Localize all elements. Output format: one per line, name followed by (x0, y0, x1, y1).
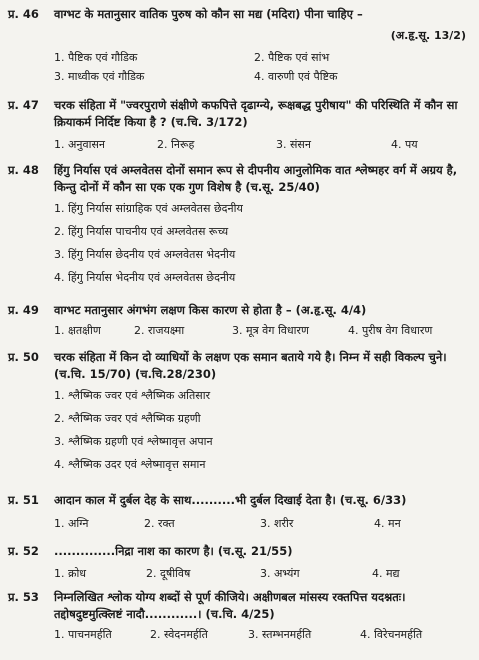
option-2: 2. दूषीविष (146, 567, 191, 580)
question-text: वाग्भट मतानुसार अंगभंग लक्षण किस कारण से होता है – (अ.हृ.सू. 4/4) (54, 303, 367, 317)
option-2: 2. हिंगु निर्यास पाचनीय एवं अम्लवेतस रूच्य (54, 225, 229, 238)
question-number: प्र. 50 (8, 350, 39, 364)
option-3: 3. मूत्र वेग विधारण (232, 324, 309, 337)
options-row (54, 516, 470, 532)
question-53 (8, 589, 470, 643)
option-1: 1. अग्नि (54, 517, 89, 530)
options-list (54, 384, 470, 476)
question-number: प्र. 49 (8, 303, 39, 317)
question-51 (8, 492, 470, 532)
option-4: 4. मद्य (372, 567, 400, 580)
option-4: 4. श्लैष्मिक उदर एवं श्लेष्मावृत्त समान (54, 458, 206, 471)
option-1: 1. श्लैष्मिक ज्वर एवं श्लैष्मिक अतिसार (54, 389, 211, 402)
option-3: 3. हिंगु निर्यास छेदनीय एवं अम्लवेतस भेदनीय (54, 248, 236, 261)
option-3: 3. शरीर (260, 517, 294, 530)
option-3: 3. श्लैष्मिक ग्रहणी एवं श्लेष्मावृत्त अपान (54, 435, 213, 448)
options-row (54, 137, 470, 153)
option-4: 4. विरेचनमर्हति (360, 628, 423, 641)
option-3: 3. स्तम्भनमर्हति (248, 628, 312, 641)
question-reference: (अ.हृ.सू. 13/2) (390, 29, 466, 42)
question-text: चरक संहिता में किन दो व्याधियों के लक्षण एक समान बताये गये है। निम्न में सही विकल्प चुने। (च.चि. 15/70) (च.चि.28/230) (54, 350, 447, 381)
option-1: 1. पाचनमर्हति (54, 628, 112, 641)
question-text: हिंगु निर्यास एवं अम्लवेतस दोनों समान रूप से दीपनीय आनुलोमिक वात श्लेष्महर वर्ग में अग्रय है, किन्तु दोनों में कौन सा एक एक गुण विशेष है (च.सू. 25/40) (54, 163, 458, 194)
option-1: 1. हिंगु निर्यास सांग्राहिक एवं अम्लवेतस छेदनीय (54, 202, 243, 215)
option-4: 4. हिंगु निर्यास भेदनीय एवं अम्लवेतस छेदनीय (54, 271, 236, 284)
option-2: 2. रक्त (144, 517, 175, 530)
option-2: 2. निरूह (157, 138, 195, 151)
question-number: प्र. 51 (8, 493, 39, 507)
question-number: प्र. 52 (8, 544, 39, 558)
options-row (54, 627, 470, 643)
question-text: वाग्भट के मतानुसार वातिक पुरुष को कौन सा मद्य (मदिरा) पीना चाहिए – (54, 7, 363, 21)
option-2: 2. पैष्टिक एवं सांभ (254, 51, 330, 64)
option-3: 3. अभ्यंग (260, 567, 300, 580)
option-1: 1. पैष्टिक एवं गौडिक (54, 51, 138, 64)
question-number: प्र. 47 (8, 98, 39, 112)
question-text: ..............निद्रा नाश का कारण है। (च.सू. 21/55) (54, 544, 293, 558)
question-46 (8, 6, 470, 85)
option-1: 1. अनुवासन (54, 138, 106, 151)
option-4: 4. वारुणी एवं पैष्टिक (254, 70, 338, 83)
question-48 (8, 162, 470, 289)
option-3: 3. माध्वीक एवं गौडिक (54, 70, 145, 83)
option-4: 4. पय (391, 138, 418, 151)
question-text: चरक संहिता में "ज्वरपुराणे संक्षीणे कफपित्ते दृढाग्न्ये, रूक्षबद्ध पुरीषाय" की परिस्थिति में कौन सा क्रियाकर्म निर्दिष्ट किया है ? (च.चि. 3/172) (54, 98, 458, 129)
question-49 (8, 302, 470, 339)
option-3: 3. संसन (276, 138, 311, 151)
option-2: 2. श्लैष्मिक ज्वर एवं श्लैष्मिक ग्रहणी (54, 412, 201, 425)
option-2: 2. राजयक्ष्मा (134, 324, 185, 337)
question-number: प्र. 46 (8, 7, 39, 21)
question-50 (8, 349, 470, 476)
question-text: निम्नलिखित श्लोक योग्य शब्दों से पूर्ण कीजिये। अक्षीणबल मांसस्य रक्तपित्त यदश्नतः। तद्दोषदुष्टमुत्क्लिष्टं नादौ............। (च.चि. 4/25) (54, 590, 406, 621)
option-1: 1. क्षतक्षीण (54, 324, 101, 337)
options-grid (54, 50, 470, 85)
question-number: प्र. 48 (8, 163, 39, 177)
option-2: 2. स्वेदनमर्हति (150, 628, 208, 641)
option-4: 4. मन (374, 517, 401, 530)
options-row (54, 323, 470, 339)
question-52 (8, 543, 470, 582)
option-4: 4. पुरीष वेग विधारण (348, 324, 433, 337)
question-number: प्र. 53 (8, 590, 39, 604)
question-47 (8, 97, 470, 153)
options-list (54, 197, 470, 289)
question-text: आदान काल में दुर्बल देह के साथ..........भी दुर्बल दिखाई देता है। (च.सू. 6/33) (54, 493, 407, 507)
options-row (54, 566, 470, 582)
option-1: 1. क्रोध (54, 567, 87, 580)
